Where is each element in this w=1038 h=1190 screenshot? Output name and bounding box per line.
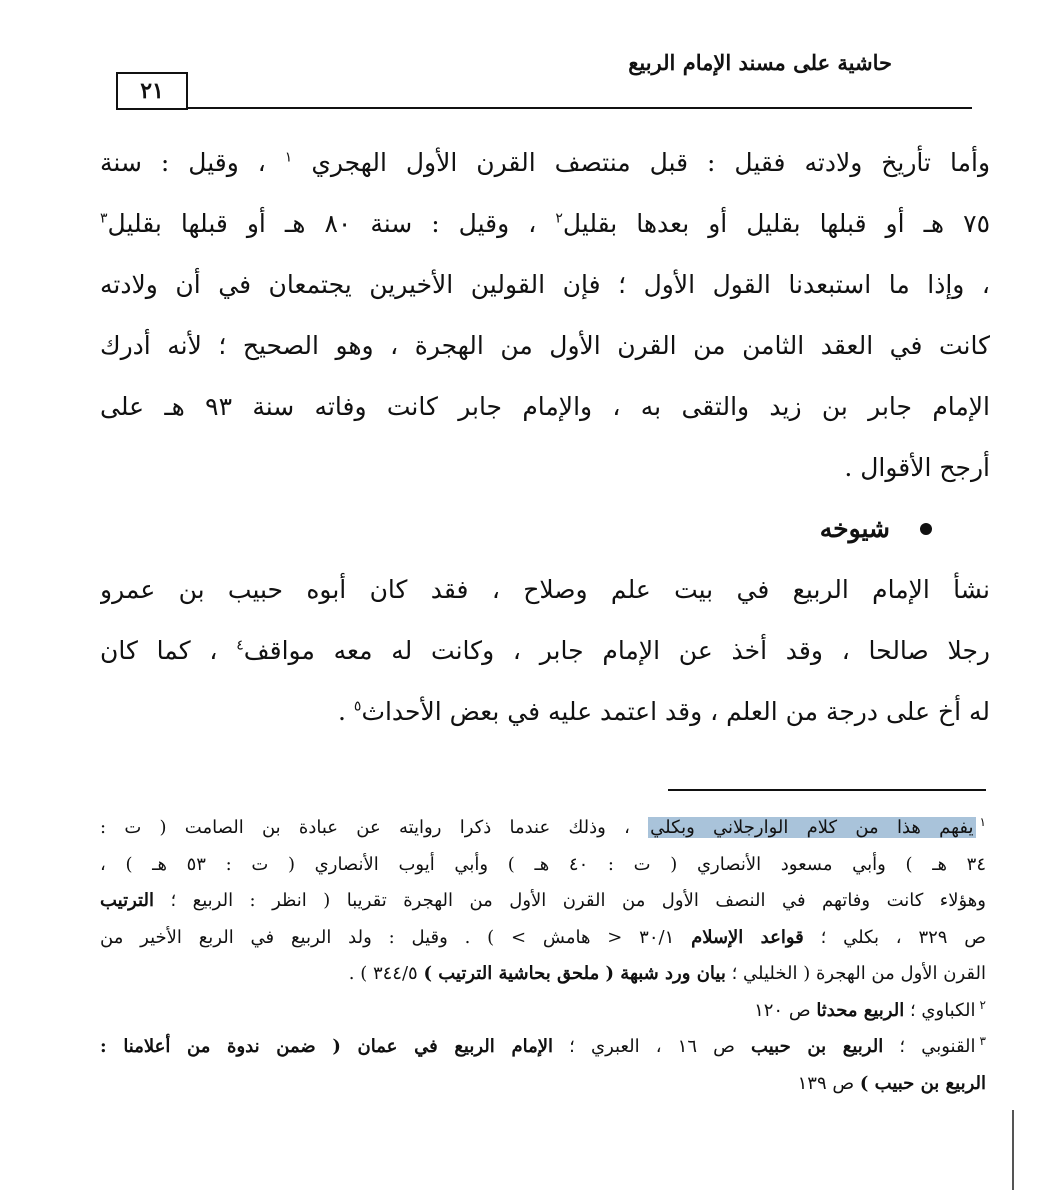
body-line: ، وإذا ما استبعدنا القول الأول ؛ فإن القولين الأخيرين يجتمعان في أن ولادته	[100, 270, 990, 299]
footnote-1-line: ٣٤ هـ ) وأبي مسعود الأنصاري ( ت : ٤٠ هـ ) وأبي أيوب الأنصاري ( ت : ٥٣ هـ ) ،	[100, 853, 986, 875]
body-line	[100, 193, 990, 254]
footnote-ref-2[interactable]: ٢	[555, 210, 563, 227]
text-run: ص ٣٢٩ ، بكلي ؛	[820, 926, 986, 948]
section-heading-text: شيوخه	[819, 514, 890, 543]
text-run: ، وقيل : سنة ٨٠ هـ أو قبلها بقليل	[107, 209, 537, 238]
body-line	[100, 132, 990, 193]
footnotes	[100, 810, 986, 1102]
book-title: الربيع بن حبيب	[751, 1036, 884, 1057]
text-run: ص ١٣٩	[797, 1072, 855, 1094]
text-run: ، وذلك عندما ذكرا روايته عن عبادة بن الصامت ( ت :	[100, 817, 630, 838]
text-run: ، وقيل : سنة	[100, 148, 266, 177]
footnote-2-line	[100, 993, 986, 1030]
body-line: أرجح الأقوال .	[844, 453, 990, 482]
body-line: نشأ الإمام الربيع في بيت علم وصلاح ، فقد كان أبوه حبيب بن عمرو	[100, 575, 990, 604]
text-run: له أخ على درجة من العلم ، وقد اعتمد عليه في بعض الأحداث	[361, 697, 990, 726]
text-run: .	[338, 697, 346, 726]
footnote-separator	[668, 789, 986, 791]
text-run: رجلا صالحا ، وقد أخذ عن الإمام جابر ، وكانت له معه مواقف	[243, 636, 990, 665]
footnote-ref-1[interactable]: ١	[284, 149, 293, 166]
footnote-number: ١	[979, 815, 986, 829]
page-edge-line	[1012, 1110, 1014, 1190]
highlighted-selection[interactable]: يفهم هذا من كلام الوارجلاني وبكلي	[650, 817, 974, 838]
body-line: كانت في العقد الثامن من القرن الأول من الهجرة ، وهو الصحيح ؛ لأنه أدرك	[100, 331, 990, 360]
text-run: ص ١٢٠	[754, 999, 811, 1021]
text-run: القنوبي ؛	[899, 1036, 976, 1057]
page-number-box	[116, 72, 188, 110]
footnote-ref-4[interactable]: ٤	[236, 637, 244, 654]
main-text	[100, 132, 990, 742]
text-run: ص ١٦ ، العبري ؛	[569, 1036, 735, 1057]
book-title: الترتيب	[100, 890, 154, 911]
text-run: وهؤلاء كانت وفاتهم في النصف الأول من القرن الأول من الهجرة تقريبا ( انظر : الربيع ؛	[170, 890, 986, 911]
page-number: ٢١	[140, 78, 164, 104]
text-run: وأما تأريخ ولادته فقيل : قبل منتصف القرن الأول الهجري	[311, 148, 990, 177]
text-run: القرن الأول من الهجرة ( الخليلي ؛	[731, 963, 986, 984]
text-run: ٧٥ هـ أو قبلها بقليل أو بعدها بقليل	[562, 209, 990, 238]
footnote-number: ٢	[979, 997, 986, 1012]
running-title: حاشية على مسند الإمام الربيع	[628, 50, 892, 75]
footnote-ref-3[interactable]: ٣	[100, 210, 108, 227]
body-line	[100, 681, 990, 742]
text-run: ٣٤٤/٥ ) .	[348, 963, 418, 984]
body-line	[100, 620, 990, 681]
book-title: قواعد الإسلام	[691, 926, 804, 948]
text-run: ، كما كان	[100, 636, 218, 665]
text-run: الكباوي ؛	[909, 999, 976, 1021]
text-run: ٣٠/١ < هامش > ) . وقيل : ولد الربيع في الربع الأخير من	[100, 926, 675, 948]
footnote-3-line	[100, 1066, 986, 1103]
footnote-1-line	[100, 810, 986, 847]
section-heading	[100, 498, 990, 559]
footnote-ref-5[interactable]: ٥	[353, 698, 362, 715]
book-title: بيان ورد شبهة ( ملحق بحاشية الترتيب )	[423, 963, 726, 984]
page-header	[0, 0, 1038, 120]
book-title: الربيع بن حبيب )	[859, 1072, 986, 1094]
footnote-1-line	[100, 956, 986, 993]
body-line: الإمام جابر بن زيد والتقى به ، والإمام جابر كانت وفاته سنة ٩٣ هـ على	[100, 392, 990, 421]
footnote-1-line	[100, 920, 986, 957]
footnote-number: ٣	[979, 1034, 986, 1048]
book-title: الإمام الربيع في عمان ( ضمن ندوة من أعلامنا :	[100, 1036, 553, 1057]
footnote-3-line	[100, 1029, 986, 1066]
book-title: الربيع محدثا	[816, 999, 905, 1021]
bullet-icon	[920, 523, 932, 535]
footnote-1-line	[100, 883, 986, 920]
header-rule	[186, 107, 972, 109]
